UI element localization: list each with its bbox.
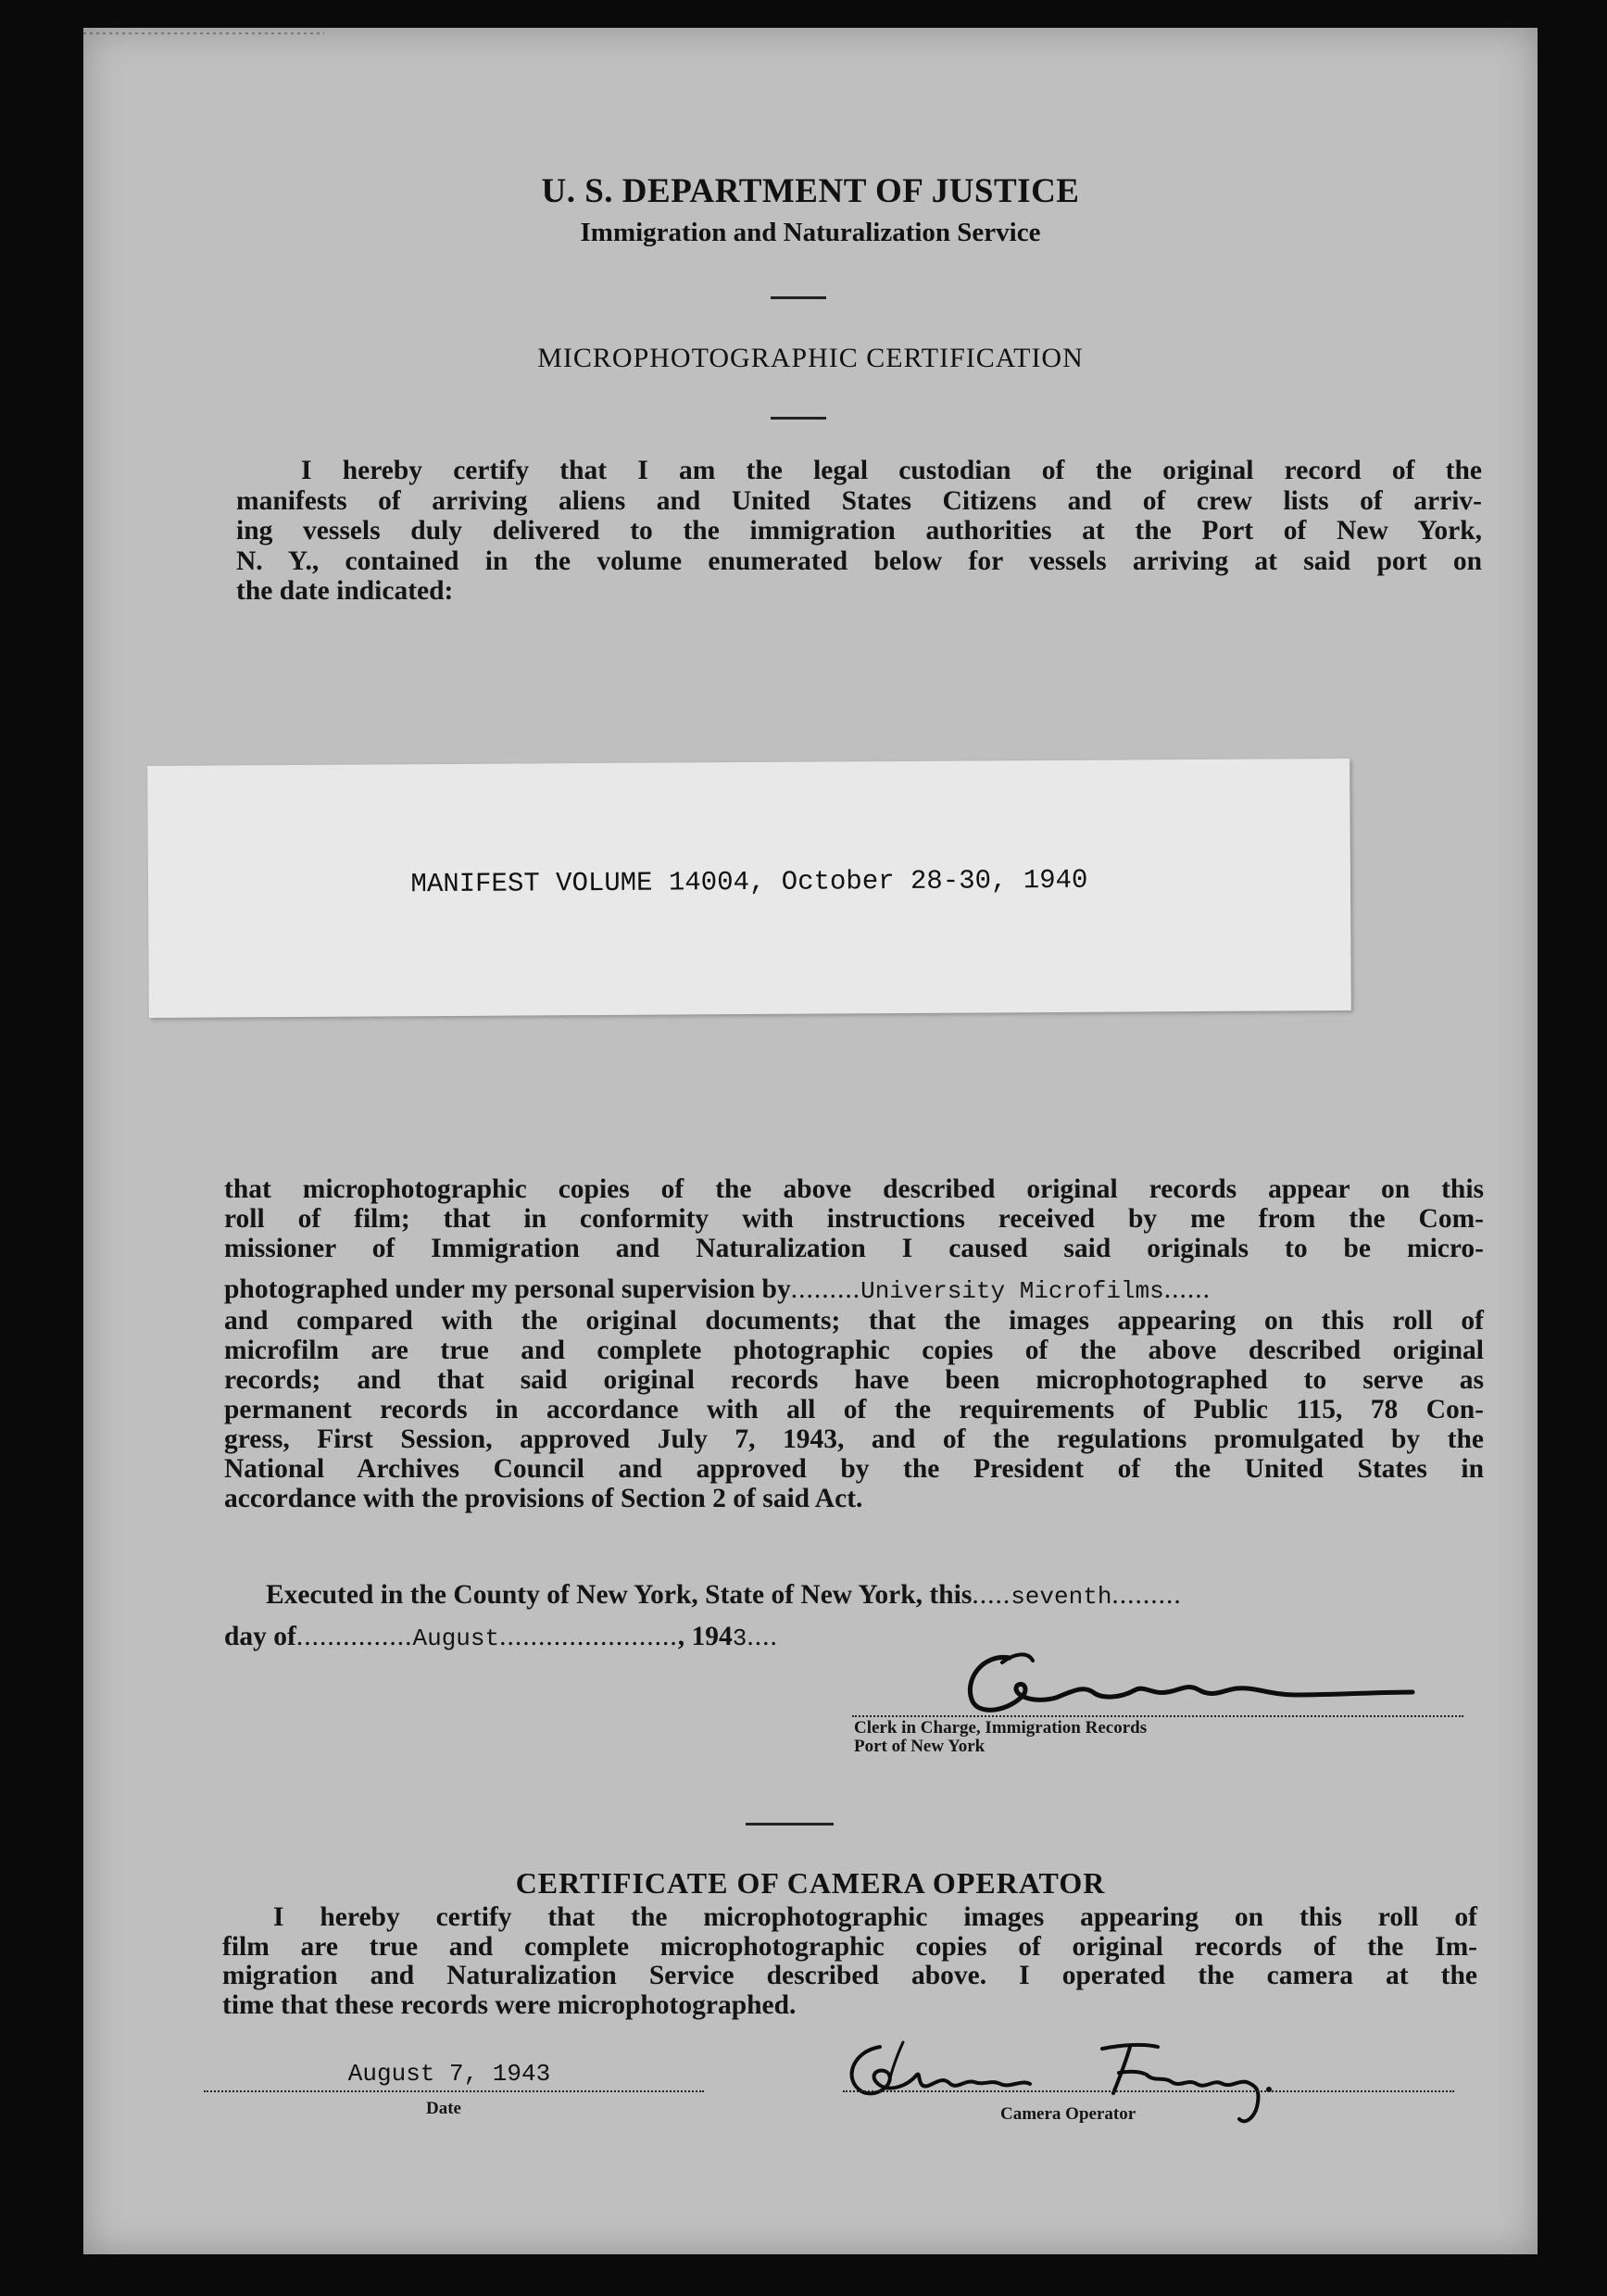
camera-line: film are true and complete microphotographic copies of original records of the Im- (222, 1931, 1477, 1962)
divider-rule-1 (771, 296, 826, 299)
execution-block (224, 1580, 1484, 1652)
service-subheading: Immigration and Naturalization Service (580, 218, 1041, 247)
dot-leader: ......... (1111, 1580, 1182, 1610)
body-line: accordance with the provisions of Section 2 of said Act. (224, 1484, 863, 1513)
top-edge-strip (83, 28, 324, 41)
manifest-label-slip (147, 759, 1351, 1018)
supervision-prefix: photographed under my personal supervision by (224, 1274, 791, 1304)
intro-line: manifests of arriving aliens and United States Citizens and of crew lists of arriv- (236, 485, 1482, 516)
certificate-page (83, 28, 1538, 2254)
year-fill: 3 (732, 1625, 747, 1652)
camera-line: migration and Naturalization Service described above. I operated the camera at the (222, 1961, 1477, 1990)
operator-signature-line (843, 2090, 1454, 2092)
intro-line: the date indicated: (236, 576, 454, 606)
dot-leader: ............... (295, 1622, 413, 1651)
body-line: permanent records in accordance with all of the requirements of Public 115, 78 Con- (224, 1395, 1484, 1424)
body-line: that microphotographic copies of the above described original records appear on this (224, 1174, 1484, 1204)
clerk-signature-line (852, 1715, 1463, 1717)
date-label: Date (426, 2099, 461, 2118)
intro-line: ing vessels duly delivered to the immigration authorities at the Port of New York, (236, 516, 1482, 546)
body-line: gress, First Session, approved July 7, 1943, and of the regulations promulgated by the (224, 1424, 1484, 1454)
camera-line: I hereby certify that the microphotographic images appearing on this roll of (273, 1902, 1477, 1932)
body-line: missioner of Immigration and Naturalization I caused said originals to be micro- (224, 1234, 1484, 1263)
year-prefix: , 194 (677, 1622, 733, 1651)
microfilm-company-fill: University Microfilms (860, 1277, 1164, 1305)
divider-rule-3 (746, 1823, 834, 1826)
dot-leader: ..... (972, 1580, 1011, 1610)
clerk-caption (854, 1719, 1147, 1756)
manifest-volume-label: MANIFEST VOLUME 14004, October 28-30, 1940 (410, 864, 1088, 900)
certification-title: MICROPHOTOGRAPHIC CERTIFICATION (537, 343, 1084, 373)
body-line: National Archives Council and approved by the President of the United States in (224, 1454, 1484, 1484)
intro-paragraph (236, 456, 1482, 607)
divider-rule-2 (771, 417, 826, 420)
department-heading: U. S. DEPARTMENT OF JUSTICE (541, 172, 1080, 210)
dot-leader: ....................... (499, 1622, 678, 1651)
execution-prefix: Executed in the County of New York, State of New York, this (266, 1580, 973, 1610)
body-line: records; and that said original records have been microphotographed to serve as (224, 1365, 1484, 1395)
date-value: August 7, 1943 (347, 2060, 551, 2088)
clerk-title: Clerk in Charge, Immigration Records (854, 1718, 1148, 1738)
body-paragraph (224, 1174, 1484, 1513)
intro-line: I hereby certify that I am the legal custodian of the original record of the (301, 456, 1482, 485)
intro-line: N. Y., contained in the volume enumerated below for vessels arriving at said port on (236, 546, 1482, 576)
day-of-label: day of (224, 1622, 296, 1651)
camera-certificate-title: CERTIFICATE OF CAMERA OPERATOR (515, 1866, 1106, 1900)
camera-line: time that these records were microphotographed. (222, 1989, 797, 2020)
dot-leader: .... (747, 1622, 778, 1651)
month-fill: August (412, 1625, 500, 1652)
clerk-location: Port of New York (854, 1737, 986, 1756)
body-line: roll of film; that in conformity with instructions received by me from the Com- (224, 1204, 1484, 1234)
execution-row-1 (224, 1580, 1484, 1611)
body-line: and compared with the original documents; that the images appearing on this roll of (224, 1306, 1484, 1336)
dot-leader: ......... (790, 1274, 861, 1304)
body-line-with-fill (224, 1274, 1484, 1306)
date-line (204, 2090, 704, 2092)
body-line: microfilm are true and complete photographic copies of the above described original (224, 1336, 1484, 1365)
camera-paragraph (222, 1903, 1477, 2020)
operator-label: Camera Operator (1000, 2104, 1136, 2124)
day-fill: seventh (1011, 1583, 1112, 1611)
dot-leader: ...... (1163, 1274, 1211, 1304)
